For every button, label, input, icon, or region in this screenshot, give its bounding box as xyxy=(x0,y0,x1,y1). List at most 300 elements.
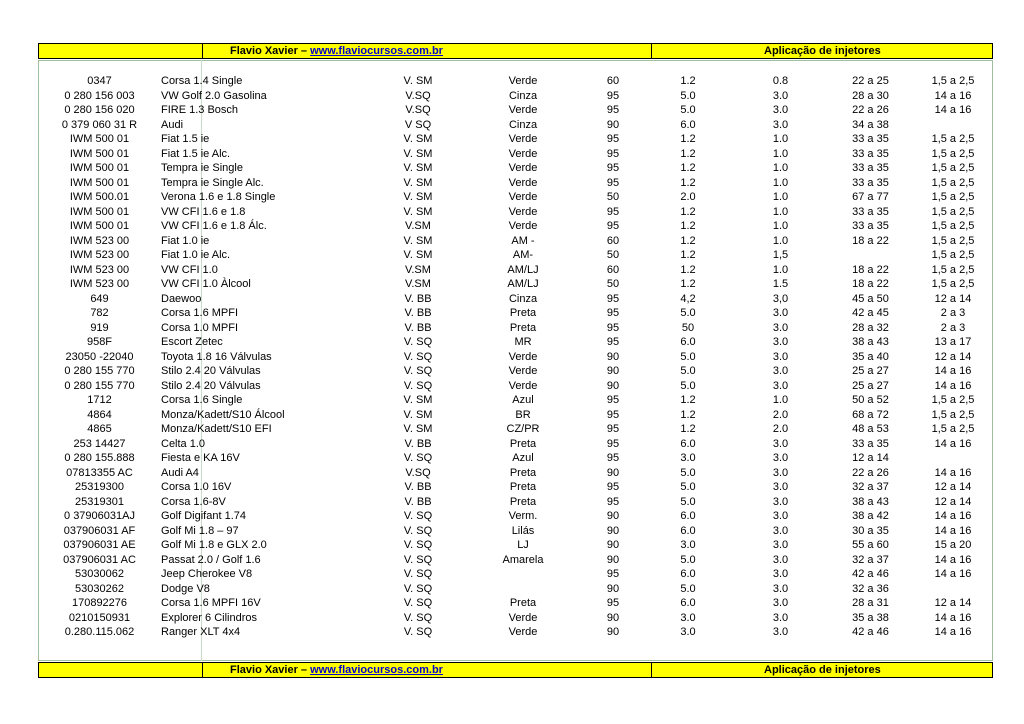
cell-resistance-a: 6.0 xyxy=(680,336,696,349)
cell-flow-range: 55 a 60 xyxy=(852,539,889,552)
cell-pressure: 90 xyxy=(606,118,620,131)
table-row xyxy=(38,263,993,278)
cell-pressure: 95 xyxy=(606,437,620,450)
cell-pressure: 95 xyxy=(606,104,620,117)
cell-spray-range: 12 a 14 xyxy=(934,350,972,363)
cell-pressure: 90 xyxy=(606,582,620,595)
cell-vehicle: Fiat 1.5 ie xyxy=(161,133,210,146)
cell-spray-range: 1,5 a 2,5 xyxy=(931,394,975,407)
cell-color: Verm. xyxy=(508,510,538,523)
header-link[interactable]: www.flaviocursos.com.br xyxy=(310,45,443,57)
cell-valve-type: V. SM xyxy=(403,133,433,146)
table-row xyxy=(38,306,993,321)
table-row xyxy=(38,147,993,162)
cell-resistance-a: 1.2 xyxy=(680,249,696,262)
cell-resistance-a: 1.2 xyxy=(680,133,696,146)
cell-flow-range: 18 a 22 xyxy=(852,234,889,247)
cell-pressure: 95 xyxy=(606,220,620,233)
cell-pressure: 90 xyxy=(606,626,620,639)
cell-flow-range: 32 a 37 xyxy=(852,481,889,494)
cell-resistance-a: 6.0 xyxy=(680,510,696,523)
cell-resistance-b: 1,5 xyxy=(772,249,789,262)
cell-flow-range: 35 a 40 xyxy=(852,350,889,363)
cell-vehicle: Fiat 1.5 ie Alc. xyxy=(161,147,231,160)
cell-spray-range: 14 a 16 xyxy=(934,524,972,537)
table-row xyxy=(38,524,993,539)
cell-resistance-a: 5.0 xyxy=(680,350,696,363)
cell-valve-type: V. SM xyxy=(403,147,433,160)
cell-valve-type: V. BB xyxy=(404,437,432,450)
cell-part-number: 782 xyxy=(90,307,109,320)
cell-vehicle: Tempra ie Single xyxy=(161,162,243,175)
cell-color: Preta xyxy=(509,321,537,334)
cell-pressure: 95 xyxy=(606,292,620,305)
cell-resistance-a: 3.0 xyxy=(680,452,696,465)
cell-part-number: 53030062 xyxy=(75,568,124,581)
cell-spray-range: 14 a 16 xyxy=(934,104,972,117)
cell-resistance-a: 5.0 xyxy=(680,481,696,494)
cell-vehicle: Golf Digifant 1.74 xyxy=(161,510,246,523)
cell-pressure: 95 xyxy=(606,321,620,334)
cell-valve-type: V. SM xyxy=(403,408,433,421)
cell-pressure: 95 xyxy=(606,452,620,465)
cell-pressure: 50 xyxy=(606,278,620,291)
cell-pressure: 90 xyxy=(606,379,620,392)
cell-valve-type: V. SQ xyxy=(403,336,433,349)
cell-part-number: 1712 xyxy=(87,394,112,407)
cell-color xyxy=(463,567,583,582)
cell-valve-type: V. SQ xyxy=(403,524,433,537)
cell-vehicle: Corsa 1.0 16V xyxy=(161,481,232,494)
cell-resistance-a: 5.0 xyxy=(680,495,696,508)
cell-pressure: 95 xyxy=(606,495,620,508)
table-row xyxy=(38,611,993,626)
cell-part-number: 0 280 155 770 xyxy=(64,365,135,378)
cell-resistance-a: 3.0 xyxy=(680,539,696,552)
cell-spray-range: 1,5 a 2,5 xyxy=(931,220,975,233)
cell-resistance-b: 3.0 xyxy=(772,539,789,552)
cell-part-number: 0 37906031AJ xyxy=(64,510,135,523)
cell-pressure: 90 xyxy=(606,553,620,566)
cell-resistance-b: 3.0 xyxy=(772,466,789,479)
cell-resistance-b: 3.0 xyxy=(772,582,789,595)
cell-pressure: 90 xyxy=(606,365,620,378)
table-row xyxy=(38,422,993,437)
cell-valve-type: V. SM xyxy=(403,176,433,189)
cell-resistance-a: 1.2 xyxy=(680,162,696,175)
cell-vehicle: Corsa 1.6 MPFI xyxy=(161,307,239,320)
cell-part-number: IWM 500 01 xyxy=(69,220,130,233)
cell-spray-range: 1,5 a 2,5 xyxy=(931,133,975,146)
cell-resistance-b: 0.8 xyxy=(772,75,789,88)
cell-part-number: 958F xyxy=(86,336,113,349)
cell-spray-range: 12 a 14 xyxy=(934,292,972,305)
cell-vehicle: Corsa 1.6-8V xyxy=(161,495,226,508)
cell-resistance-a: 1.2 xyxy=(680,220,696,233)
cell-flow-range: 38 a 43 xyxy=(852,336,889,349)
cell-valve-type: V. SM xyxy=(403,205,433,218)
cell-spray-range: 14 a 16 xyxy=(934,626,972,639)
cell-resistance-b: 3.0 xyxy=(772,481,789,494)
cell-flow-range: 33 a 35 xyxy=(852,205,889,218)
table-row xyxy=(38,364,993,379)
cell-resistance-b: 1.0 xyxy=(772,263,789,276)
cell-spray-range: 1,5 a 2,5 xyxy=(931,191,975,204)
cell-color: Verde xyxy=(508,147,538,160)
cell-resistance-a: 5.0 xyxy=(680,466,696,479)
cell-flow-range: 50 a 52 xyxy=(852,394,889,407)
cell-part-number: 037906031 AC xyxy=(63,553,136,566)
footer-link[interactable]: www.flaviocursos.com.br xyxy=(310,664,443,676)
cell-resistance-b: 3,0 xyxy=(772,292,789,305)
cell-resistance-b: 3.0 xyxy=(772,379,789,392)
cell-resistance-a: 1.2 xyxy=(680,234,696,247)
cell-valve-type: V.SQ xyxy=(405,104,431,117)
cell-flow-range: 25 a 27 xyxy=(852,365,889,378)
cell-flow-range: 22 a 25 xyxy=(852,75,889,88)
cell-resistance-b: 1.0 xyxy=(772,205,789,218)
cell-vehicle: Escort Zetec xyxy=(161,336,223,349)
cell-spray-range: 1,5 a 2,5 xyxy=(931,205,975,218)
cell-flow-range: 33 a 35 xyxy=(852,133,889,146)
cell-resistance-a: 50 xyxy=(681,321,695,334)
cell-resistance-a: 2.0 xyxy=(680,191,696,204)
cell-spray-range: 14 a 16 xyxy=(934,568,972,581)
cell-vehicle: Ranger XLT 4x4 xyxy=(161,626,241,639)
cell-valve-type: V.SQ xyxy=(405,466,431,479)
cell-resistance-a: 6.0 xyxy=(680,597,696,610)
cell-part-number: IWM 500 01 xyxy=(69,162,130,175)
cell-part-number: 919 xyxy=(90,321,109,334)
table-row xyxy=(38,466,993,481)
cell-part-number: 0 280 155.888 xyxy=(64,452,135,465)
cell-valve-type: V. SQ xyxy=(403,365,433,378)
table-row xyxy=(38,132,993,147)
cell-valve-type: V. SQ xyxy=(403,452,433,465)
cell-resistance-b: 1.0 xyxy=(772,234,789,247)
cell-resistance-b: 3.0 xyxy=(772,365,789,378)
cell-part-number: 25319301 xyxy=(75,495,124,508)
cell-spray-range: 14 a 16 xyxy=(934,365,972,378)
header-author: Flavio Xavier – www.flaviocursos.com.br xyxy=(230,45,443,57)
cell-vehicle: Tempra ie Single Alc. xyxy=(161,176,264,189)
cell-valve-type: V.SM xyxy=(405,263,431,276)
cell-vehicle: VW CFI 1.0 Àlcool xyxy=(161,278,251,291)
cell-pressure: 50 xyxy=(606,191,620,204)
cell-part-number: 0347 xyxy=(87,75,112,88)
table-row xyxy=(38,553,993,568)
cell-vehicle: VW CFI 1.0 xyxy=(161,263,218,276)
table-row xyxy=(38,292,993,307)
cell-resistance-b: 1.0 xyxy=(772,147,789,160)
cell-valve-type: V. SM xyxy=(403,75,433,88)
cell-flow-range: 38 a 43 xyxy=(852,495,889,508)
cell-vehicle: Fiesta e KA 16V xyxy=(161,452,240,465)
cell-resistance-a: 6.0 xyxy=(680,568,696,581)
cell-color: Azul xyxy=(512,394,534,407)
cell-pressure: 60 xyxy=(606,263,620,276)
cell-flow-range: 22 a 26 xyxy=(852,104,889,117)
cell-part-number: 0 280 156 020 xyxy=(64,104,135,117)
cell-resistance-b: 3.0 xyxy=(772,321,789,334)
cell-pressure: 95 xyxy=(606,205,620,218)
cell-flow-range: 18 a 22 xyxy=(852,278,889,291)
cell-color: Verde xyxy=(508,75,538,88)
table-row xyxy=(38,321,993,336)
cell-flow-range: 33 a 35 xyxy=(852,176,889,189)
cell-resistance-b: 3.0 xyxy=(772,495,789,508)
cell-vehicle: FIRE 1.3 Bosch xyxy=(161,104,239,117)
cell-spray-range: 1,5 a 2,5 xyxy=(931,162,975,175)
cell-valve-type: V. SM xyxy=(403,162,433,175)
cell-part-number: 0.280.115.062 xyxy=(64,626,135,639)
table-row xyxy=(38,277,993,292)
cell-part-number: IWM 500 01 xyxy=(69,176,130,189)
table-row xyxy=(38,480,993,495)
cell-color: LJ xyxy=(517,539,529,552)
table-row xyxy=(38,451,993,466)
cell-vehicle: Celta 1.0 xyxy=(161,437,206,450)
table-row xyxy=(38,596,993,611)
cell-part-number: IWM 523 00 xyxy=(69,249,130,262)
cell-pressure: 95 xyxy=(606,481,620,494)
cell-valve-type: V.SM xyxy=(405,220,431,233)
cell-valve-type: V. SQ xyxy=(403,553,433,566)
cell-flow-range: 12 a 14 xyxy=(852,452,889,465)
cell-resistance-b: 3.0 xyxy=(772,524,789,537)
cell-resistance-b: 3.0 xyxy=(772,89,789,102)
cell-spray-range: 1,5 a 2,5 xyxy=(931,147,975,160)
cell-spray-range: 1,5 a 2,5 xyxy=(931,234,975,247)
table-row xyxy=(38,625,993,640)
cell-vehicle: Corsa 1.4 Single xyxy=(161,75,243,88)
cell-color: Verde xyxy=(508,611,538,624)
cell-color xyxy=(463,582,583,597)
cell-resistance-a: 1.2 xyxy=(680,176,696,189)
cell-resistance-b: 3.0 xyxy=(772,611,789,624)
table-row xyxy=(38,538,993,553)
cell-resistance-b: 1.0 xyxy=(772,133,789,146)
cell-color: Verde xyxy=(508,191,538,204)
cell-valve-type: V.SM xyxy=(405,278,431,291)
cell-spray-range: 1,5 a 2,5 xyxy=(931,278,975,291)
cell-spray-range: 1,5 a 2,5 xyxy=(931,176,975,189)
cell-valve-type: V. SQ xyxy=(403,350,433,363)
cell-valve-type: V. SQ xyxy=(403,626,433,639)
cell-spray-range: 14 a 16 xyxy=(934,466,972,479)
cell-part-number: 0 379 060 31 R xyxy=(61,118,138,131)
table-row xyxy=(38,393,993,408)
table-row xyxy=(38,219,993,234)
cell-color: Preta xyxy=(509,481,537,494)
cell-valve-type: V. SM xyxy=(403,394,433,407)
cell-spray-range: 12 a 14 xyxy=(934,495,972,508)
cell-pressure: 95 xyxy=(606,147,620,160)
cell-vehicle: Passat 2.0 / Golf 1.6 xyxy=(161,553,261,566)
table-row xyxy=(38,89,993,104)
cell-vehicle: Dodge V8 xyxy=(161,582,210,595)
cell-resistance-a: 3.0 xyxy=(680,626,696,639)
cell-part-number: IWM 523 00 xyxy=(69,263,130,276)
cell-vehicle: Audi xyxy=(161,118,184,131)
cell-spray-range: 14 a 16 xyxy=(934,611,972,624)
cell-color: AM/LJ xyxy=(507,263,539,276)
cell-spray-range: 1,5 a 2,5 xyxy=(931,249,975,262)
cell-vehicle: VW CFI 1.6 e 1.8 Álc. xyxy=(161,220,267,233)
cell-resistance-b: 3.0 xyxy=(772,597,789,610)
cell-valve-type: V. BB xyxy=(404,292,432,305)
cell-spray-range: 12 a 14 xyxy=(934,481,972,494)
cell-flow-range: 42 a 46 xyxy=(852,568,889,581)
cell-color: Preta xyxy=(509,466,537,479)
cell-pressure: 95 xyxy=(606,423,620,436)
table-row xyxy=(38,248,993,263)
cell-part-number: 07813355 AC xyxy=(66,466,133,479)
cell-pressure: 95 xyxy=(606,394,620,407)
cell-spray-range: 15 a 20 xyxy=(934,539,972,552)
cell-flow-range: 28 a 31 xyxy=(852,597,889,610)
cell-color: Verde xyxy=(508,379,538,392)
table-row xyxy=(38,567,993,582)
cell-valve-type: V.SQ xyxy=(405,89,431,102)
cell-resistance-b: 1.5 xyxy=(772,278,789,291)
cell-part-number: 4864 xyxy=(87,408,112,421)
table-row xyxy=(38,190,993,205)
cell-valve-type: V. SM xyxy=(403,191,433,204)
cell-flow-range: 38 a 42 xyxy=(852,510,889,523)
cell-resistance-a: 6.0 xyxy=(680,524,696,537)
cell-pressure: 90 xyxy=(606,510,620,523)
cell-flow-range: 33 a 35 xyxy=(852,162,889,175)
table-row xyxy=(38,103,993,118)
cell-flow-range: 33 a 35 xyxy=(852,147,889,160)
cell-color: AM- xyxy=(512,249,534,262)
cell-vehicle: Jeep Cherokee V8 xyxy=(161,568,253,581)
cell-part-number: 4865 xyxy=(87,423,112,436)
cell-spray-range xyxy=(913,451,993,466)
cell-resistance-b: 3.0 xyxy=(772,452,789,465)
cell-spray-range: 1,5 a 2,5 xyxy=(931,75,975,88)
cell-color: Cinza xyxy=(508,118,538,131)
cell-resistance-b: 1.0 xyxy=(772,162,789,175)
cell-color: Preta xyxy=(509,307,537,320)
cell-flow-range: 45 a 50 xyxy=(852,292,889,305)
cell-color: Verde xyxy=(508,133,538,146)
cell-resistance-a: 4,2 xyxy=(680,292,696,305)
header-bar xyxy=(38,43,993,59)
cell-part-number: IWM 500.01 xyxy=(69,191,130,204)
cell-resistance-b: 3.0 xyxy=(772,118,789,131)
cell-spray-range: 14 a 16 xyxy=(934,89,972,102)
cell-spray-range: 13 a 17 xyxy=(934,336,972,349)
table-row xyxy=(38,234,993,249)
cell-flow-range: 33 a 35 xyxy=(852,437,889,450)
cell-color: CZ/PR xyxy=(506,423,540,436)
cell-spray-range: 1,5 a 2,5 xyxy=(931,263,975,276)
table-row xyxy=(38,495,993,510)
cell-part-number: 25319300 xyxy=(75,481,124,494)
table-row xyxy=(38,582,993,597)
cell-vehicle: Corsa 1.6 Single xyxy=(161,394,243,407)
cell-flow-range: 30 a 35 xyxy=(852,524,889,537)
cell-color: Verde xyxy=(508,220,538,233)
cell-flow-range: 42 a 45 xyxy=(852,307,889,320)
cell-resistance-a: 5.0 xyxy=(680,379,696,392)
cell-spray-range: 1,5 a 2,5 xyxy=(931,423,975,436)
cell-resistance-a: 1.2 xyxy=(680,75,696,88)
cell-valve-type: V. SQ xyxy=(403,510,433,523)
cell-flow-range: 33 a 35 xyxy=(852,220,889,233)
cell-spray-range xyxy=(913,582,993,597)
cell-part-number: 0 280 156 003 xyxy=(64,89,135,102)
cell-pressure: 95 xyxy=(606,336,620,349)
table-row xyxy=(38,118,993,133)
cell-valve-type: V. SQ xyxy=(403,568,433,581)
cell-color: Cinza xyxy=(508,89,538,102)
cell-part-number: 649 xyxy=(90,292,109,305)
cell-pressure: 60 xyxy=(606,234,620,247)
cell-part-number: 0210150931 xyxy=(68,611,131,624)
cell-part-number: IWM 500 01 xyxy=(69,147,130,160)
injector-table xyxy=(38,74,993,640)
cell-valve-type: V. SM xyxy=(403,249,433,262)
cell-vehicle: VW Golf 2.0 Gasolina xyxy=(161,89,267,102)
cell-vehicle: Stilo 2.4 20 Válvulas xyxy=(161,365,261,378)
cell-spray-range: 2 a 3 xyxy=(940,307,966,320)
cell-vehicle: Corsa 1.0 MPFI xyxy=(161,321,239,334)
cell-part-number: 53030262 xyxy=(75,582,124,595)
cell-vehicle: Corsa 1.6 MPFI 16V xyxy=(161,597,261,610)
cell-color: AM - xyxy=(511,234,535,247)
footer-title: Aplicação de injetores xyxy=(764,664,881,676)
cell-resistance-b: 3.0 xyxy=(772,626,789,639)
cell-valve-type: V. SM xyxy=(403,234,433,247)
cell-pressure: 95 xyxy=(606,597,620,610)
cell-flow-range: 32 a 36 xyxy=(852,582,889,595)
cell-resistance-a: 1.2 xyxy=(680,263,696,276)
cell-resistance-a: 5.0 xyxy=(680,104,696,117)
cell-vehicle: Fiat 1.0 ie xyxy=(161,234,210,247)
cell-color: MR xyxy=(514,336,532,349)
cell-vehicle: Monza/Kadett/S10 EFI xyxy=(161,423,272,436)
cell-resistance-a: 1.2 xyxy=(680,408,696,421)
cell-resistance-a: 6.0 xyxy=(680,118,696,131)
cell-flow-range: 18 a 22 xyxy=(852,263,889,276)
cell-vehicle: Explorer 6 Cilindros xyxy=(161,611,257,624)
cell-resistance-b: 3.0 xyxy=(772,307,789,320)
cell-spray-range xyxy=(913,118,993,133)
cell-valve-type: V. SQ xyxy=(403,611,433,624)
cell-part-number: 037906031 AE xyxy=(63,539,136,552)
cell-valve-type: V. SQ xyxy=(403,582,433,595)
cell-flow-range: 28 a 30 xyxy=(852,89,889,102)
table-row xyxy=(38,437,993,452)
cell-resistance-a: 1.2 xyxy=(680,394,696,407)
table-row xyxy=(38,161,993,176)
cell-pressure: 90 xyxy=(606,539,620,552)
cell-resistance-b: 3.0 xyxy=(772,350,789,363)
table-row xyxy=(38,74,993,89)
cell-valve-type: V. BB xyxy=(404,321,432,334)
table-row xyxy=(38,205,993,220)
cell-flow-range: 25 a 27 xyxy=(852,379,889,392)
cell-color: Verde xyxy=(508,176,538,189)
cell-color: Verde xyxy=(508,626,538,639)
cell-resistance-b: 1.0 xyxy=(772,220,789,233)
table-row xyxy=(38,176,993,191)
cell-pressure: 90 xyxy=(606,466,620,479)
cell-pressure: 95 xyxy=(606,176,620,189)
